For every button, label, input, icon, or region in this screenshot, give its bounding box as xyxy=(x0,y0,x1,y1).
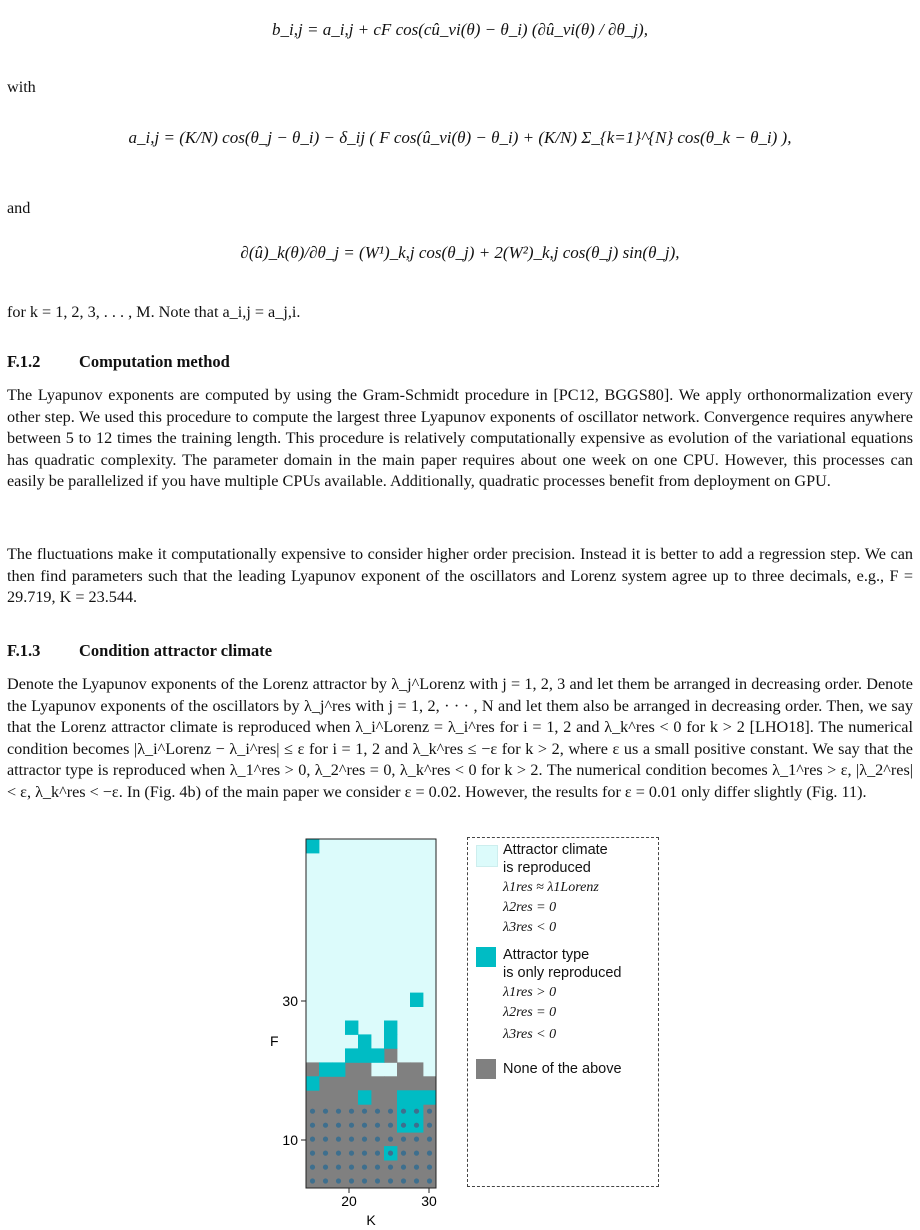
legend-climate-line1: Attractor climate xyxy=(503,842,608,858)
heading-f112-number: F.1.2 xyxy=(7,352,41,371)
legend-climate-cond2: λ2res = 0 xyxy=(503,900,557,915)
equation-derivative-text: ∂(û)_k(θ)/∂θ_j = (W¹)_k,j cos(θ_j) + 2(W²)_k,j cos(θ_j) sin(θ_j), xyxy=(240,243,680,262)
heatmap-dot xyxy=(310,1151,315,1156)
heatmap-dot xyxy=(388,1178,393,1183)
heatmap-cell-none xyxy=(345,1076,358,1090)
heatmap-dot xyxy=(336,1165,341,1170)
heatmap-cell-type xyxy=(306,839,319,853)
legend-swatch-type xyxy=(476,947,496,967)
heatmap-cell-type xyxy=(345,1048,358,1062)
heatmap-dot xyxy=(427,1178,432,1183)
heatmap-cell-type xyxy=(384,1021,397,1035)
heatmap-dot xyxy=(323,1151,328,1156)
heading-f113-title: Condition attractor climate xyxy=(79,641,273,660)
x-tick-label-30: 30 xyxy=(421,1193,437,1209)
y-tick-label-10: 10 xyxy=(282,1132,298,1148)
text-for-k: for k = 1, 2, 3, . . . , M. Note that a_i,j = a_j,i. xyxy=(7,303,301,321)
legend-climate-cond3: λ3res < 0 xyxy=(503,920,557,935)
legend-type-cond2: λ2res = 0 xyxy=(503,1005,557,1020)
heatmap-dot xyxy=(375,1109,380,1114)
paragraph-fluctuations: The fluctuations make it computationally expensive to consider higher order precision. Instead it is better to add a regression step. We can then find parameters such that the leading Lyapunov exponent of the oscillators and Lorenz system agree up to three decimals, e.g., F = 29.719, K = 23.544. xyxy=(7,545,913,606)
heatmap-cell-type xyxy=(397,1090,410,1104)
legend-swatch-climate xyxy=(476,845,498,867)
heatmap-dot xyxy=(362,1165,367,1170)
heatmap-dot xyxy=(310,1178,315,1183)
heatmap-cell-none xyxy=(371,1090,384,1104)
heatmap-cell-none xyxy=(319,1090,332,1104)
heatmap-dot xyxy=(388,1151,393,1156)
heatmap-dot xyxy=(362,1178,367,1183)
heatmap-cell-none xyxy=(397,1076,410,1090)
legend-type-line1: Attractor type xyxy=(503,947,590,963)
heatmap-dot xyxy=(375,1165,380,1170)
heatmap-dot xyxy=(388,1109,393,1114)
heatmap-dot xyxy=(349,1151,354,1156)
heatmap-dot xyxy=(323,1178,328,1183)
heatmap-dot xyxy=(349,1165,354,1170)
heatmap-dot xyxy=(414,1123,419,1128)
heatmap-dot xyxy=(362,1151,367,1156)
heatmap-dot xyxy=(388,1137,393,1142)
heatmap-cell-type xyxy=(410,993,423,1007)
heatmap-dot xyxy=(401,1151,406,1156)
heatmap-dot xyxy=(427,1137,432,1142)
heatmap-cell-none xyxy=(397,1062,410,1076)
heatmap-cell-type xyxy=(345,1021,358,1035)
heatmap-dot xyxy=(362,1137,367,1142)
heatmap-cell-none xyxy=(345,1090,358,1104)
heatmap-dot xyxy=(427,1151,432,1156)
heatmap-dot xyxy=(310,1165,315,1170)
heatmap-cell-type xyxy=(358,1048,371,1062)
heatmap-dot xyxy=(401,1178,406,1183)
heatmap-dot xyxy=(414,1137,419,1142)
heatmap-dot xyxy=(349,1178,354,1183)
heatmap-dot xyxy=(388,1123,393,1128)
heatmap-dot xyxy=(349,1123,354,1128)
heatmap-cell-type xyxy=(358,1034,371,1048)
text-and: and xyxy=(7,199,31,217)
heatmap-dot xyxy=(375,1151,380,1156)
equation-b-text: b_i,j = a_i,j + cF cos(cû_νi(θ) − θ_i) (∂û_vi(θ) / ∂θ_j), xyxy=(272,20,648,39)
legend-climate-line2: is reproduced xyxy=(503,860,591,876)
heatmap-dot xyxy=(323,1165,328,1170)
heatmap-dot xyxy=(349,1137,354,1142)
heatmap-dot xyxy=(401,1137,406,1142)
heatmap-dot xyxy=(349,1109,354,1114)
x-tick-label-20: 20 xyxy=(341,1193,357,1209)
paragraph-computation: The Lyapunov exponents are computed by using the Gram-Schmidt procedure in [PC12, BGGS80]. We apply orthonormalization every other step. We used this procedure to compute the largest three Lyapunov exponents of oscillator network. Convergence requires anywhere between 5 to 12 times the training length. This procedure is relatively computationally expensive as evolution of the variational equations has quadratic complexity. The parameter domain in the main paper requires about one week on one CPU. However, this processes can easily be parallelized if you have multiple CPUs available. Additionally, quadratic processes benefit from deployment on GPU. xyxy=(7,386,913,490)
figure-legend xyxy=(467,837,659,1187)
heatmap-dot xyxy=(427,1165,432,1170)
paragraph-condition: Denote the Lyapunov exponents of the Lorenz attractor by λ_j^Lorenz with j = 1, 2, 3 and let them be arranged in decreasing order. Denote the Lyapunov exponents of the oscillators by λ_j^res with j = 1, 2, · · · , N and let them also be arranged in decreasing order. Then, we say that the Lorenz attractor climate is reproduced when λ_i^Lorenz = λ_i^res for i = 1, 2 and λ_k^res < 0 for k > 2 [LHO18]. The numerical condition becomes |λ_i^Lorenz − λ_i^res| ≤ ε for i = 1, 2 and λ_k^res ≤ −ε for k > 2, where ε us a small positive constant. We say that the attractor type is reproduced when λ_1^res > 0, λ_2^res = 0, λ_k^res < 0 for k > 2. The numerical condition becomes λ_1^res > ε, |λ_2^res| < ε, λ_k^res < −ε. In (Fig. 4b) of the main paper we consider ε = 0.02. However, the results for ε = 0.01 only differ slightly (Fig. 11). xyxy=(7,675,913,801)
heatmap-dot xyxy=(375,1137,380,1142)
heatmap-dot xyxy=(336,1137,341,1142)
heatmap-cell-none xyxy=(332,1076,345,1090)
heatmap-dot xyxy=(414,1178,419,1183)
y-tick-label-30: 30 xyxy=(282,993,298,1009)
heatmap-dot xyxy=(310,1109,315,1114)
heatmap-dot xyxy=(375,1178,380,1183)
heatmap-dot xyxy=(427,1109,432,1114)
heatmap-dot xyxy=(336,1109,341,1114)
heatmap-cell-none xyxy=(384,1048,397,1062)
text-with: with xyxy=(7,78,36,96)
heading-f112-title: Computation method xyxy=(79,352,230,371)
heatmap-cell-type xyxy=(332,1062,345,1076)
heatmap-cell-type xyxy=(358,1090,371,1104)
heatmap-dot xyxy=(388,1165,393,1170)
heatmap-cell-type xyxy=(306,1076,319,1090)
heatmap-cell-none xyxy=(384,1076,397,1090)
y-axis-label: F xyxy=(270,1033,279,1049)
heatmap-dot xyxy=(336,1151,341,1156)
heatmap-cell-type xyxy=(410,1090,423,1104)
heatmap-cell-type xyxy=(371,1048,384,1062)
heatmap-dot xyxy=(414,1109,419,1114)
heatmap-dot xyxy=(414,1151,419,1156)
heatmap-dot xyxy=(336,1123,341,1128)
heatmap-dot xyxy=(362,1123,367,1128)
heatmap-dot xyxy=(427,1123,432,1128)
heatmap-cell-none xyxy=(306,1090,319,1104)
heatmap-dot xyxy=(310,1123,315,1128)
heatmap-dot xyxy=(336,1178,341,1183)
heatmap-dot xyxy=(310,1137,315,1142)
heatmap-cell-none xyxy=(332,1090,345,1104)
legend-swatch-none xyxy=(476,1059,496,1079)
heatmap-cell-none xyxy=(319,1076,332,1090)
equation-a-text: a_i,j = (K/N) cos(θ_j − θ_i) − δ_ij ( F cos(û_vi(θ) − θ_i) + (K/N) Σ_{k=1}^{N} cos(θ_k − θ_i) ), xyxy=(128,128,792,147)
heatmap-dot xyxy=(414,1165,419,1170)
heatmap-cell-type xyxy=(423,1090,436,1104)
legend-type-line2: is only reproduced xyxy=(503,965,622,981)
heatmap-dot xyxy=(323,1109,328,1114)
legend-climate-cond1: λ1res ≈ λ1Lorenz xyxy=(503,880,599,895)
legend-type-cond3: λ3res < 0 xyxy=(503,1027,557,1042)
heatmap-cell-none xyxy=(384,1090,397,1104)
heatmap-cell-none xyxy=(306,1062,319,1076)
heatmap-cell-none xyxy=(410,1062,423,1076)
heading-f113-number: F.1.3 xyxy=(7,641,41,660)
heatmap-cell-none xyxy=(371,1076,384,1090)
heatmap-cell-none xyxy=(358,1076,371,1090)
heatmap-dot xyxy=(401,1165,406,1170)
heatmap-dot xyxy=(362,1109,367,1114)
legend-type-cond1: λ1res > 0 xyxy=(503,985,557,1000)
heatmap-cell-type xyxy=(319,1062,332,1076)
heatmap-cell-none xyxy=(410,1076,423,1090)
heatmap-cell-type xyxy=(384,1034,397,1048)
heatmap-cell-none xyxy=(358,1062,371,1076)
heatmap-dot xyxy=(375,1123,380,1128)
legend-none-label: None of the above xyxy=(503,1061,622,1077)
x-axis-label: K xyxy=(366,1212,376,1228)
heatmap-cell-none xyxy=(423,1076,436,1090)
heatmap-cell-none xyxy=(345,1062,358,1076)
heatmap-dot xyxy=(323,1123,328,1128)
heatmap-dot xyxy=(401,1123,406,1128)
heatmap-dot xyxy=(401,1109,406,1114)
heatmap-dot xyxy=(323,1137,328,1142)
